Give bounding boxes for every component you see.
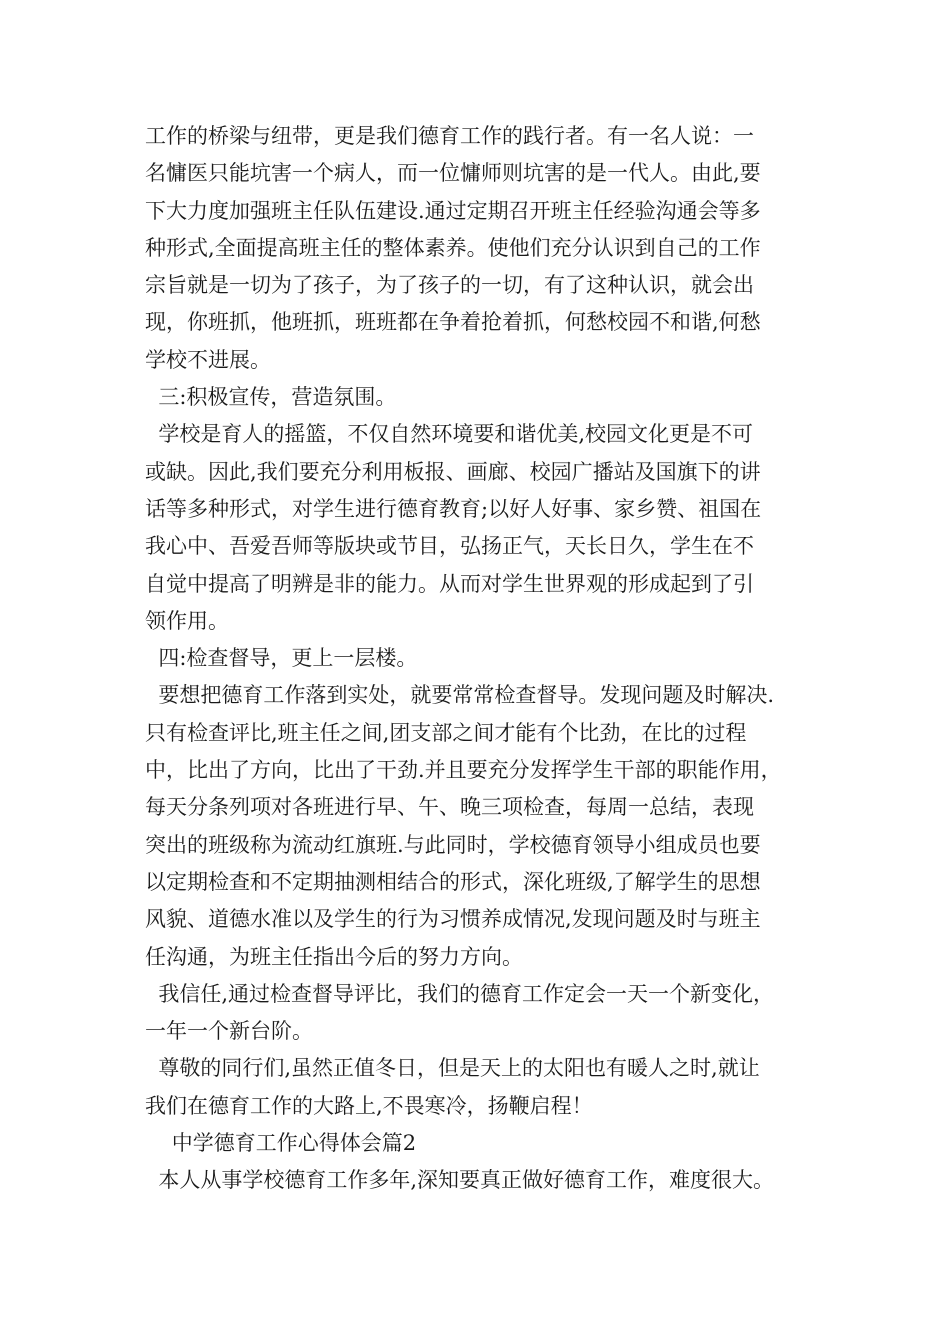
text-line: 只有检查评比,班主任之间,团支部之间才能有个比劲，在比的过程 [145,720,747,745]
text-line: 我们在德育工作的大路上,不畏寒冷，扬鞭启程！ [145,1093,593,1118]
document-body [145,118,835,1200]
text-line: 学校是育人的摇篮，不仅自然环境要和谐优美,校园文化更是不可 [145,422,754,447]
text-line: 工作的桥梁与纽带，更是我们德育工作的践行者。有一名人说：一 [145,124,754,148]
text-line: 一年一个新台阶。 [145,1019,313,1044]
text-line: 以定期检查和不定期抽测相结合的形式，深化班级,了解学生的思想 [145,869,761,894]
text-line: 风貌、道德水准以及学生的行为习惯养成情况,发现问题及时与班主 [145,907,761,932]
text-line: 话等多种形式，对学生进行德育教育;以好人好事、家乡赞、祖国在 [145,496,762,521]
text-line: 要想把德育工作落到实处，就要常常检查督导。发现问题及时解决. [145,683,775,708]
text-line: 下大力度加强班主任队伍建设.通过定期召开班主任经验沟通会等多 [145,198,761,223]
text-line: 我心中、吾爱吾师等版块或节目，弘扬正气，天长日久，学生在不 [145,534,754,559]
article-title: 中学德育工作心得体会篇2 [145,1131,417,1156]
text-line: 本人从事学校德育工作多年,深知要真正做好德育工作，难度很大。 [145,1168,775,1193]
text-line: 或缺。因此,我们要充分利用板报、画廊、校园广播站及国旗下的讲 [145,459,761,484]
text-line: 尊敬的同行们,虽然正值冬日，但是天上的太阳也有暖人之时,就让 [145,1056,760,1081]
text-line: 领作用。 [145,608,229,633]
text-line: 中，比出了方向，比出了干劲.并且要充分发挥学生干部的职能作用， [145,758,782,783]
text-line: 我信任,通过检查督导评比，我们的德育工作定会一天一个新变化， [145,981,775,1006]
text-line: 自觉中提高了明辨是非的能力。从而对学生世界观的形成起到了引 [145,571,754,596]
text-line: 学校不进展。 [145,347,271,372]
text-line: 现，你班抓，他班抓，班班都在争着抢着抓，何愁校园不和谐,何愁 [145,310,761,335]
section-heading: 四:检查督导，更上一层楼。 [145,646,418,671]
text-line: 种形式,全面提高班主任的整体素养。使他们充分认识到自己的工作 [145,235,761,260]
text-line: 突出的班级称为流动红旗班.与此同时，学校德育领导小组成员也要 [145,832,761,857]
section-heading: 三:积极宣传，营造氛围。 [145,385,397,410]
text-line: 任沟通，为班主任指出今后的努力方向。 [145,944,523,969]
text-line: 宗旨就是一切为了孩子，为了孩子的一切，有了这种认识，就会出 [145,273,754,298]
text-line: 每天分条列项对各班进行早、午、晚三项检查，每周一总结，表现 [145,795,754,820]
text-line: 名慵医只能坑害一个病人，而一位慵师则坑害的是一代人。由此,要 [145,161,761,186]
